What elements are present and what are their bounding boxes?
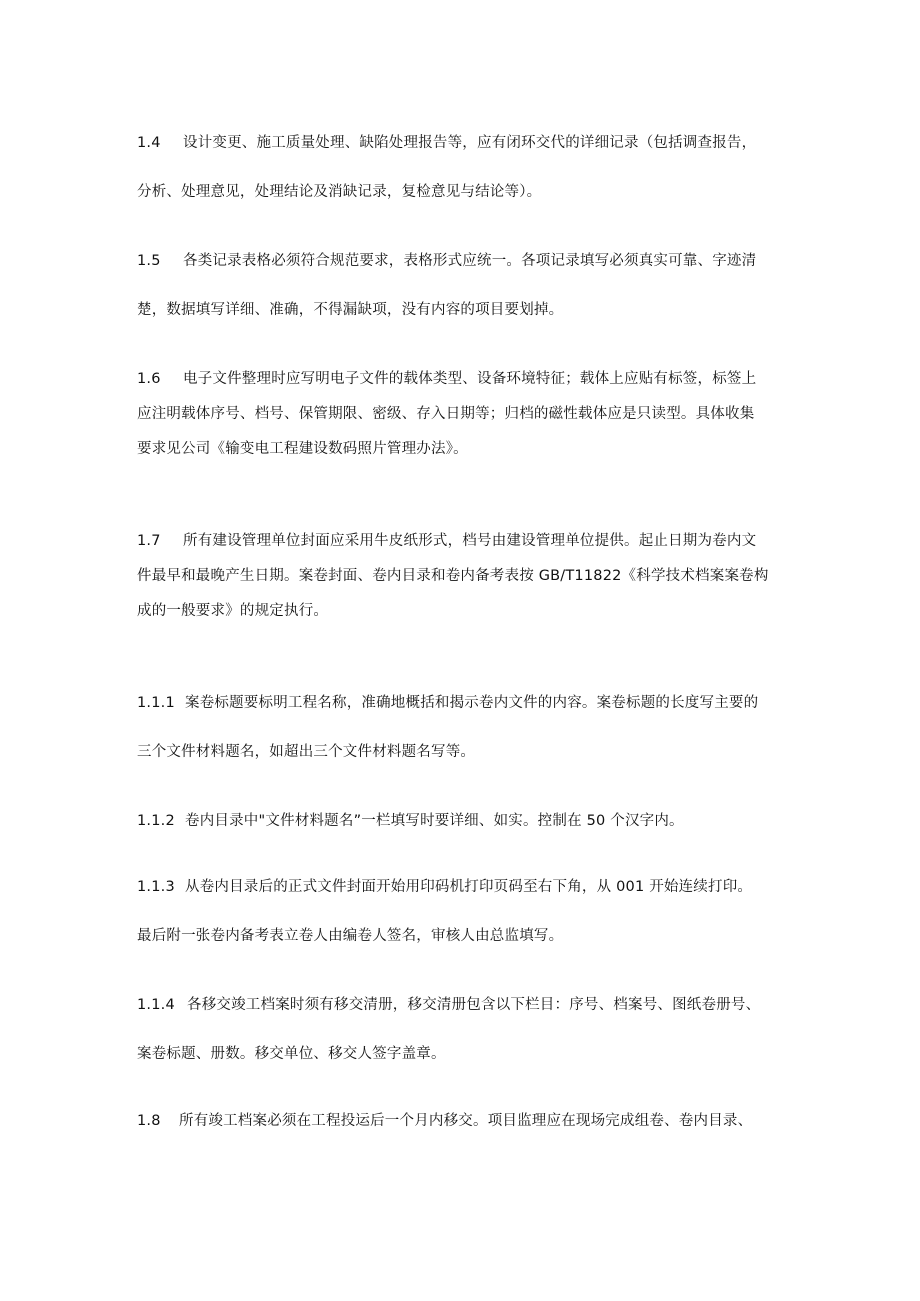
paragraph-line — [137, 1104, 797, 1139]
paragraph-1-6 — [137, 362, 797, 467]
paragraph-text: 各移交竣工档案时须有移交清册，移交清册包含以下栏目：序号、档案号、图纸卷册号、 — [187, 997, 761, 1013]
paragraph-1-1-3 — [137, 870, 797, 954]
paragraph-text: 三个文件材料题名，如超出三个文件材料题名写等。 — [137, 744, 476, 760]
paragraph-line — [137, 594, 797, 629]
paragraph-line — [137, 559, 797, 594]
paragraph-line — [137, 686, 797, 721]
paragraph-line — [137, 804, 797, 839]
paragraph-text: 分析、处理意见，处理结论及消缺记录，复检意见与结论等）。 — [137, 184, 542, 200]
section-number: 1.7 — [137, 533, 161, 549]
section-number: 1.1.3 — [137, 879, 175, 895]
paragraph-text: 卷内目录中"文件材料题名”一栏填写时要详细、如实。控制在 50 个汉字内。 — [185, 813, 684, 829]
paragraph-line — [137, 919, 797, 954]
paragraph-line — [137, 175, 797, 210]
paragraph-line — [137, 432, 797, 467]
paragraph-text: 从卷内目录后的正式文件封面开始用印码机打印页码至右下角，从 001 开始连续打印。 — [185, 879, 753, 895]
paragraph-line — [137, 362, 797, 397]
paragraph-text: 最后附一张卷内备考表立卷人由编卷人签名，审核人由总监填写。 — [137, 928, 564, 944]
paragraph-text: 成的一般要求》的规定执行。 — [137, 603, 329, 619]
paragraph-1-8 — [137, 1104, 797, 1139]
paragraph-line — [137, 735, 797, 770]
section-number: 1.1.4 — [137, 997, 175, 1013]
paragraph-line — [137, 870, 797, 905]
paragraph-text: 应注明载体序号、档号、保管期限、密级、存入日期等；归档的磁性载体应是只读型。具体收集 — [137, 406, 755, 422]
paragraph-line — [137, 1037, 797, 1072]
section-number: 1.4 — [137, 135, 161, 151]
section-number: 1.5 — [137, 253, 161, 269]
paragraph-text: 所有建设管理单位封面应采用牛皮纸形式，档号由建设管理单位提供。起止日期为卷内文 — [183, 533, 757, 549]
paragraph-text: 案卷标题要标明工程名称，准确地概括和揭示卷内文件的内容。案卷标题的长度写主要的 — [185, 695, 759, 711]
paragraph-line — [137, 397, 797, 432]
paragraph-text: 所有竣工档案必须在工程投运后一个月内移交。项目监理应在现场完成组卷、卷内目录、 — [179, 1113, 753, 1129]
paragraph-text: 案卷标题、册数。移交单位、移交人签字盖章。 — [137, 1046, 446, 1062]
paragraph-line — [137, 988, 797, 1023]
paragraph-line — [137, 293, 797, 328]
paragraph-text: 各类记录表格必须符合规范要求，表格形式应统一。各项记录填写必须真实可靠、字迹清 — [183, 253, 757, 269]
paragraph-1-7 — [137, 524, 797, 629]
paragraph-line — [137, 126, 797, 161]
paragraph-text: 电子文件整理时应写明电子文件的载体类型、设备环境特征；载体上应贴有标签，标签上 — [183, 371, 757, 387]
paragraph-line — [137, 244, 797, 279]
paragraph-1-1-4 — [137, 988, 797, 1072]
section-number: 1.8 — [137, 1113, 161, 1129]
paragraph-1-4 — [137, 126, 797, 210]
section-number: 1.1.2 — [137, 813, 175, 829]
paragraph-text: 楚，数据填写详细、准确，不得漏缺项，没有内容的项目要划掉。 — [137, 302, 564, 318]
section-number: 1.1.1 — [137, 695, 175, 711]
paragraph-text: 件最早和最晚产生日期。案卷封面、卷内目录和卷内备考表按 GB/T11822《科学技术档案案卷构 — [137, 568, 769, 584]
paragraph-text: 设计变更、施工质量处理、缺陷处理报告等，应有闭环交代的详细记录（包括调查报告， — [183, 135, 757, 151]
paragraph-line — [137, 524, 797, 559]
paragraph-1-5 — [137, 244, 797, 328]
paragraph-1-1-2 — [137, 804, 797, 839]
section-number: 1.6 — [137, 371, 161, 387]
paragraph-text: 要求见公司《输变电工程建设数码照片管理办法》。 — [137, 441, 468, 457]
paragraph-1-1-1 — [137, 686, 797, 770]
